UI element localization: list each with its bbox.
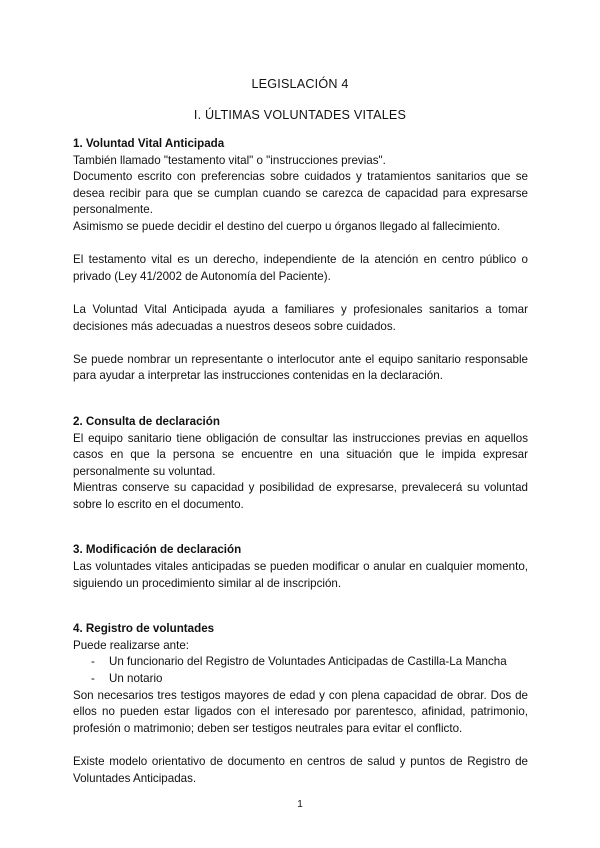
document-title: LEGISLACIÓN 4	[251, 77, 349, 91]
list-item: - Un notario	[73, 671, 528, 688]
section-2-paragraph: Mientras conserve su capacidad y posibilidad de expresarse, prevalecerá su voluntad sobre lo escrito en el documento.	[73, 481, 528, 511]
list-item: - Un funcionario del Registro de Voluntades Anticipadas de Castilla-La Mancha	[73, 654, 528, 671]
document-subtitle: I. ÚLTIMAS VOLUNTADES VITALES	[193, 108, 407, 122]
section-4-paragraph: Son necesarios tres testigos mayores de edad y con plena capacidad de obrar. Dos de ellos no pueden estar ligados con el interesado por parentesco, afinidad, patrimonio, profesión o matrimonio; deben ser testigos neutrales para evitar el conflicto.	[73, 688, 528, 735]
section-4-paragraph: Puede realizarse ante:	[73, 638, 190, 652]
section-1-paragraph: Se puede nombrar un representante o interlocutor ante el equipo sanitario responsable para ayudar a interpretar las instrucciones contenidas en la declaración.	[73, 352, 528, 383]
section-1-paragraph: También llamado "testamento vital" o "instrucciones previas".	[73, 153, 386, 167]
section-1-paragraph: La Voluntad Vital Anticipada ayuda a familiares y profesionales sanitarios a tomar decisiones más adecuadas a nuestros deseos sobre cuidados.	[73, 302, 528, 333]
section-4-heading: 4. Registro de voluntades	[73, 622, 215, 636]
section-1-paragraph: Asimismo se puede decidir el destino del cuerpo u órganos llegado al fallecimiento.	[73, 219, 501, 233]
section-1-paragraph: El testamento vital es un derecho, independiente de la atención en centro público o privado (Ley 41/2002 de Autonomía del Paciente).	[73, 253, 528, 283]
section-1-paragraph: Documento escrito con preferencias sobre cuidados y tratamientos sanitarios que se desea recibir para que se cumplan cuando se carezca de capacidad para expresarse personalmente.	[73, 170, 528, 217]
section-4-paragraph: Existe modelo orientativo de documento en centros de salud y puntos de Registro de Voluntades Anticipadas.	[73, 755, 528, 785]
section-2-heading: 2. Consulta de declaración	[73, 414, 220, 428]
section-1-heading: 1. Voluntad Vital Anticipada	[73, 137, 225, 150]
section-3-paragraph: Las voluntades vitales anticipadas se pueden modificar o anular en cualquier momento, siguiendo un procedimiento similar al de inscripción.	[73, 560, 528, 590]
section-3-heading: 3. Modificación de declaración	[73, 543, 242, 557]
registry-options-list	[73, 654, 528, 687]
page-number: 1	[297, 799, 303, 810]
section-2-paragraph: El equipo sanitario tiene obligación de consultar las instrucciones previas en aquellos casos en que la persona se encuentre en una situación que le impida expresar personalmente su voluntad.	[73, 431, 528, 478]
document-body	[73, 136, 528, 787]
